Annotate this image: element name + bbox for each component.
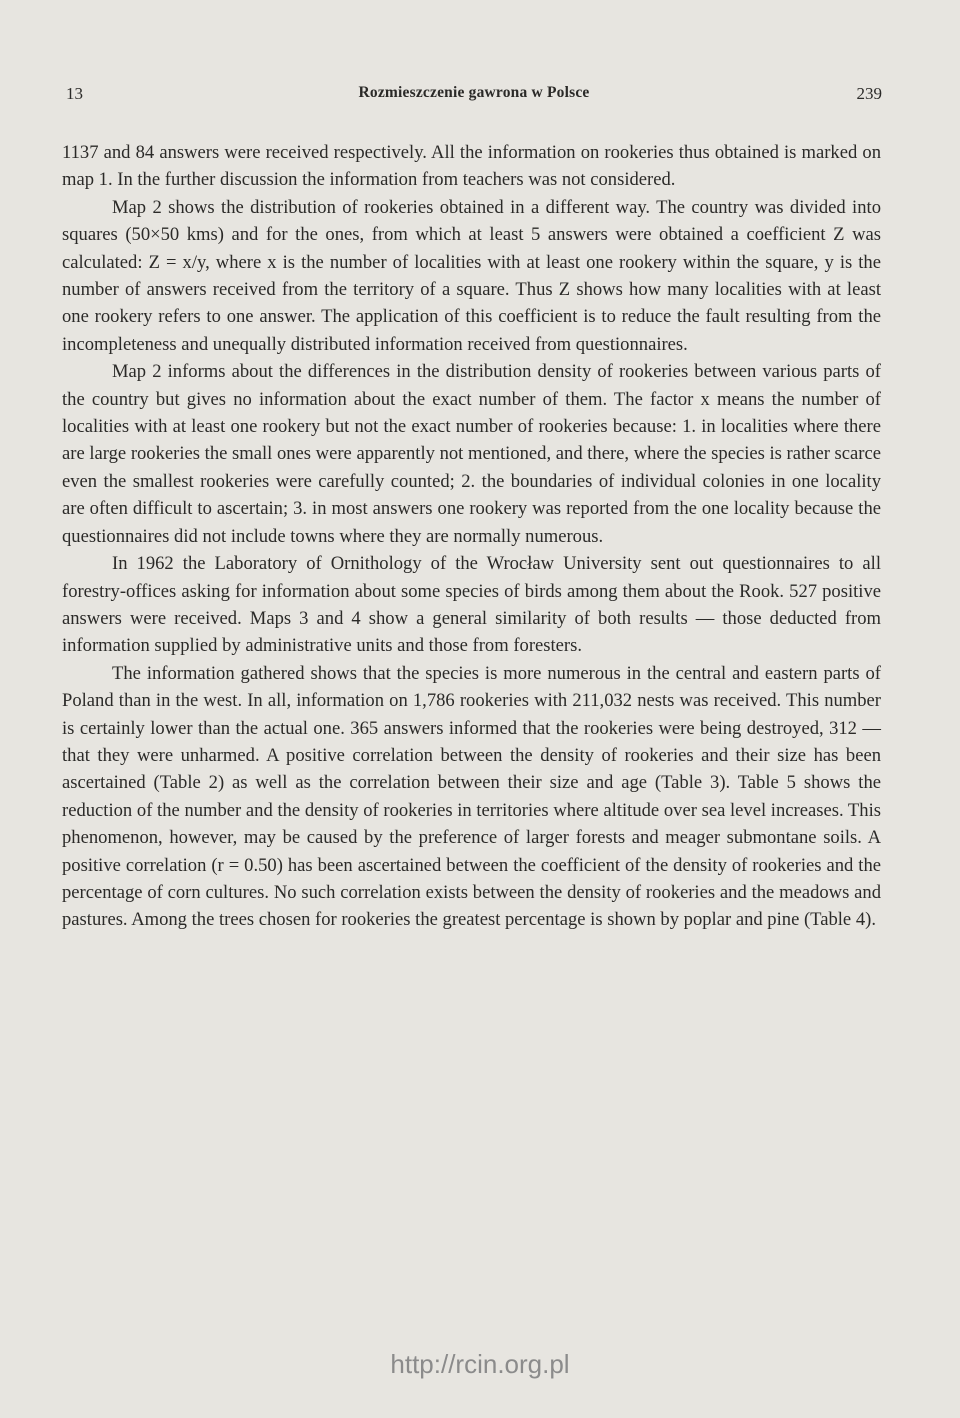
paragraph: In 1962 the Laboratory of Ornithology of the Wrocław University sent out questionnaires to all forestry-offices asking for information about some species of birds among them about the Rook. 527 positive answers were received. Maps 3 and 4 show a general similarity of both results — those deducted from information supplied by administrative units and those from foresters. — [62, 553, 881, 657]
source-link[interactable]: http://rcin.org.pl — [390, 1349, 570, 1379]
paragraph: 1137 and 84 answers were received respectively. All the information on rookeries thus obtained is marked on map 1. In the further discussion the information from teachers was not considered. — [62, 142, 881, 191]
header-title: Rozmieszczenie gawrona w Polsce — [358, 84, 590, 101]
page-number: 239 — [856, 84, 882, 103]
footer — [0, 1349, 960, 1380]
paragraph: Map 2 informs about the differences in the distribution density of rookeries between various parts of the country but gives no information about the exact number of them. The factor x means the number of localities with at least one rookery but not the exact number of rookeries because: 1. in localities where there are large rookeries the small ones were apparently not mentioned, and there, where the species is rather scarce even the smallest rookeries were carefully counted; 2. the boundaries of individual colonies in one locality are often difficult to ascertain; 3. in most answers one rookery was reported from the one locality because the questionnaires did not include towns where they are normally numerous. — [62, 361, 881, 547]
paragraph: The information gathered shows that the species is more numerous in the central and eastern parts of Poland than in the west. In all, information on 1,786 rookeries with 211,032 nests was received. This number is certainly lower than the actual one. 365 answers informed that the rookeries were being destroyed, 312 — that they were unharmed. A positive correlation between the density of rookeries and their size has been ascertained (Table 2) as well as the correlation between their size and age (Table 3). Table 5 shows the reduction of the number and the density of rookeries in territories where altitude over sea level increases. This phenomenon, however, may be caused by the preference of larger forests and meager submontane soils. A positive correlation (r = 0.50) has been ascertained between the coefficient of the density of rookeries and the percentage of corn cultures. No such correlation exists between the density of rookeries and the meadows and pastures. Among the trees chosen for rookeries the greatest percentage is shown by poplar and pine (Table 4). — [62, 662, 881, 931]
paragraph: Map 2 shows the distribution of rookeries obtained in a different way. The country was divided into squares (50×50 kms) and for the ones, from which at least 5 answers were obtained a coefficient Z was calculated: Z = x/y, where x is the number of localities with at least one rookery within the square, y is the number of answers received from the territory of a square. Thus Z shows how many localities with at least one rookery refers to one answer. The application of this coefficient is to reduce the fault resulting from the incompleteness and unequally distributed information received from questionnaires. — [62, 196, 881, 355]
header-left-number: 13 — [66, 84, 83, 103]
running-header — [66, 84, 882, 110]
body-text — [62, 139, 881, 934]
